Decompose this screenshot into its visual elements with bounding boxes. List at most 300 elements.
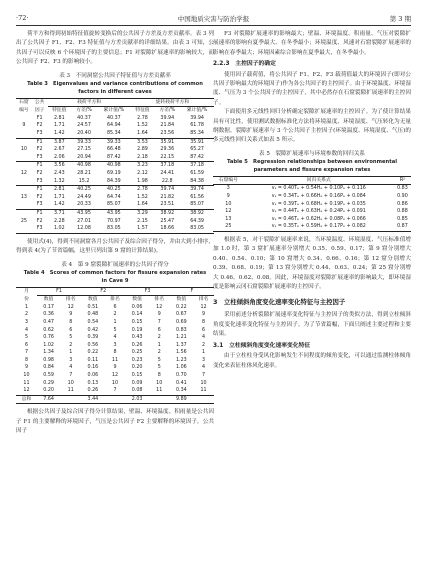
table-row bbox=[16, 334, 214, 342]
table-cell: F1 bbox=[36, 187, 43, 193]
table-row bbox=[16, 364, 214, 372]
table-cell: 85.34 bbox=[190, 131, 204, 136]
table-cell: 1 bbox=[113, 319, 117, 325]
table-cell: 9.89 bbox=[176, 396, 187, 402]
table-cell: 0.70 bbox=[176, 373, 187, 379]
table5-title-en-1: Table 5 Regression relationships between environmental bbox=[227, 158, 397, 165]
left-paragraph-3: 根据公共因子及综合因子得分计算结果，壁温、环境温度、积雨量是公共因子 F1 的主要解释的环境因子，气压是公共因子 F2 主要解释的环境因子，公共因子 bbox=[16, 409, 214, 435]
table-cell: 2.03 bbox=[131, 396, 143, 402]
table-cell: 6 bbox=[157, 327, 161, 333]
table-cell: 87.42 bbox=[106, 154, 121, 160]
table-row bbox=[16, 170, 214, 178]
table5-title-en-2: parameters and fissure expansion rates bbox=[253, 166, 371, 173]
table5 bbox=[213, 176, 411, 232]
table-cell: F2 bbox=[36, 218, 43, 224]
table-cell: 0.16 bbox=[87, 365, 99, 371]
table4-subheader: 数值 bbox=[43, 297, 54, 303]
table4-header-factor: F bbox=[190, 288, 194, 294]
table-cell: 0.83 bbox=[397, 186, 408, 192]
issue-number: 第 3 期 bbox=[389, 15, 411, 23]
table-cell: 29.36 bbox=[160, 147, 175, 153]
table-row bbox=[16, 154, 214, 162]
table-cell: 85.34 bbox=[106, 131, 121, 136]
table-cell bbox=[16, 115, 32, 123]
table-cell: 40.37 bbox=[77, 115, 91, 121]
table-cell: 69.19 bbox=[106, 170, 121, 176]
table4-header-month-2: 份 bbox=[24, 296, 29, 302]
table-cell: 1.71 bbox=[53, 123, 65, 129]
table-row bbox=[16, 194, 214, 202]
table-cell: 0.20 bbox=[43, 388, 54, 394]
table-cell: 0.39 bbox=[87, 335, 99, 341]
table-cell: 0.26 bbox=[131, 342, 143, 348]
table-cell: 38.92 bbox=[160, 210, 175, 216]
table3-subheader: 累计值/% bbox=[186, 108, 208, 114]
table-cell: 1 bbox=[69, 350, 73, 356]
table-cell: 61.78 bbox=[190, 123, 204, 129]
table-row bbox=[16, 186, 214, 194]
table-cell bbox=[16, 162, 32, 170]
table-cell: 5 bbox=[113, 327, 117, 333]
table-cell: 35.91 bbox=[160, 139, 175, 145]
table-cell: 10 bbox=[20, 147, 27, 153]
subsection-2-2-3: 2.2.3 主控因子的确定 bbox=[213, 61, 276, 68]
right-column bbox=[213, 30, 411, 371]
table-row bbox=[16, 380, 214, 388]
table-cell: 70.97 bbox=[106, 218, 121, 224]
table-cell bbox=[16, 130, 32, 138]
table-cell: 0.36 bbox=[43, 312, 54, 318]
table-cell: 0.85 bbox=[397, 216, 408, 222]
table-row bbox=[16, 146, 214, 154]
table-cell: 1.52 bbox=[137, 123, 148, 129]
table-cell: 39.33 bbox=[106, 139, 121, 145]
table-cell: 11 bbox=[111, 357, 119, 363]
table-cell: 7 bbox=[201, 373, 206, 379]
table-cell: 7 bbox=[24, 350, 28, 356]
table-cell: 61.59 bbox=[190, 170, 204, 176]
table-cell: 24.57 bbox=[77, 123, 91, 129]
table-cell: 1.57 bbox=[137, 226, 148, 232]
table-cell: F1 bbox=[36, 163, 43, 169]
table-row bbox=[213, 185, 411, 193]
table4-header-month-1: 月 bbox=[24, 289, 29, 295]
table-cell: 2.18 bbox=[137, 154, 148, 160]
table-cell: 24.49 bbox=[77, 194, 91, 200]
table-cell: 43.95 bbox=[77, 210, 91, 216]
table-cell: 3.29 bbox=[137, 210, 148, 216]
right-paragraph-2: 使用因子载荷值，将公共因子 F1、F2、F3 载荷值最大的环境因子(即对公共因子影响最大的环境因子)作为各公共因子的主控因子。由于环境温度、环境湿度、气压为 3 个公共因子的主控因子，其中必然存在石窟裂隙扩展速率的主控因子。 bbox=[213, 71, 411, 106]
table-cell: 0.11 bbox=[87, 357, 99, 363]
table4-subheader: 排名 bbox=[65, 297, 76, 303]
table-cell: 39.74 bbox=[160, 187, 175, 193]
table-cell: 0.17 bbox=[43, 304, 54, 310]
table3-header-factor: 公共 因子 bbox=[34, 100, 45, 113]
table-cell: 10 bbox=[200, 380, 207, 386]
table-cell: 0.14 bbox=[131, 312, 143, 318]
table-cell: 40.25 bbox=[77, 187, 91, 193]
table-cell: 1.64 bbox=[137, 202, 148, 208]
table-cell: 11 bbox=[200, 388, 207, 394]
table-cell: 40.25 bbox=[106, 187, 121, 193]
table4-subheader: 排名 bbox=[198, 297, 209, 303]
left-paragraph-2: 使用式(4)，得到不同洞窟各月公共因子及综合因子得分，并由大到小排序，得到表 4(为了节省篇幅，这里只列出第 9 窟的计算结果)。 bbox=[16, 238, 214, 255]
table-cell: 1.34 bbox=[43, 350, 54, 356]
table4-header-factor: F3 bbox=[144, 288, 151, 294]
table-cell: 12 bbox=[156, 304, 163, 310]
table-cell: 10 bbox=[111, 380, 119, 386]
table-row bbox=[16, 357, 214, 365]
table-cell: 6 bbox=[113, 304, 117, 310]
header-rule bbox=[16, 25, 411, 26]
table-cell: 35.91 bbox=[190, 139, 204, 145]
table-cell: 1.71 bbox=[53, 194, 65, 200]
journal-name: 中国地质灾害与防治学报 bbox=[177, 15, 250, 23]
table-row bbox=[16, 130, 214, 138]
table-cell: 3.23 bbox=[137, 163, 148, 169]
table-cell: 12 bbox=[67, 304, 74, 310]
table-cell: 2 bbox=[201, 342, 206, 348]
table-cell: 0.56 bbox=[87, 342, 99, 348]
table-cell: 39.94 bbox=[190, 115, 204, 121]
table-cell: 1.56 bbox=[176, 350, 187, 356]
table-cell: 0.15 bbox=[131, 373, 143, 379]
table3-subheader: 方差/% bbox=[76, 108, 92, 114]
table-cell: 3 bbox=[69, 357, 73, 363]
table-cell: F1 bbox=[36, 139, 43, 145]
table-cell: 2.12 bbox=[137, 170, 148, 176]
table-cell: 20.94 bbox=[77, 154, 91, 160]
table-row bbox=[16, 395, 214, 404]
table-cell: 1 bbox=[201, 350, 206, 356]
table-cell: 1.02 bbox=[43, 342, 54, 348]
table-cell: 84.39 bbox=[106, 178, 121, 184]
table-cell: 4 bbox=[113, 335, 117, 341]
table-cell: 22.15 bbox=[160, 154, 175, 160]
table-cell: 9 bbox=[226, 194, 230, 200]
table-cell: 24.41 bbox=[160, 170, 175, 176]
table-cell: 0.06 bbox=[87, 373, 99, 379]
table-cell: 0.19 bbox=[131, 327, 143, 333]
table-cell: 11 bbox=[156, 388, 163, 394]
table4-subheader: 数值 bbox=[132, 297, 142, 303]
table-cell: 23.56 bbox=[160, 131, 175, 136]
table-cell: 0.86 bbox=[397, 201, 408, 207]
table-row bbox=[16, 372, 214, 380]
table-cell: 11 bbox=[23, 380, 30, 386]
table-cell: 39.94 bbox=[160, 115, 175, 121]
page-number: ·72· bbox=[16, 14, 29, 22]
table-row bbox=[213, 201, 411, 209]
table-cell: 1.98 bbox=[137, 178, 148, 184]
table-cell: 83.05 bbox=[106, 226, 121, 232]
table-cell: 39.33 bbox=[77, 139, 91, 145]
table-cell: 23.51 bbox=[160, 202, 175, 208]
table-cell: 15.2 bbox=[78, 178, 90, 184]
table-row bbox=[16, 319, 214, 327]
table-cell: 39.74 bbox=[190, 187, 204, 193]
table-cell: F2 bbox=[36, 123, 43, 129]
table-cell: 7 bbox=[113, 388, 117, 394]
table-cell: vₛ = 0.35Tₑ + 0.59Hₑ + 0.17Pₑ + 0.082 bbox=[271, 224, 366, 230]
table-cell: 1.37 bbox=[176, 342, 187, 348]
table3-title-en-1: Table 3 Eigenvalues and variance contributions of common bbox=[27, 80, 203, 87]
table-cell: 25 bbox=[20, 218, 27, 224]
table3-header-initial: 载荷平方和 bbox=[77, 99, 102, 105]
table-row bbox=[213, 216, 411, 224]
table-cell: 总和 bbox=[21, 396, 32, 402]
table-cell: 9 bbox=[201, 312, 206, 318]
table-cell: 0.41 bbox=[176, 380, 187, 386]
table-cell bbox=[16, 186, 32, 194]
table-cell: 12 bbox=[111, 373, 119, 379]
table-cell: 25.47 bbox=[160, 218, 175, 224]
table3-title-en-2: factors in different caves bbox=[78, 88, 152, 95]
table-row bbox=[16, 327, 214, 335]
table-cell: 1.42 bbox=[53, 202, 65, 208]
table-cell: 0.09 bbox=[131, 380, 143, 386]
table-cell: 2.43 bbox=[53, 170, 65, 176]
right-paragraph-3: 下面使用多元线性回归分析确定裂隙扩展速率的主控因子。为了使计算结果具有可比性，使用测试数据标准化方法将环境温度、环境湿度、气压转化为无量纲数据。裂隙扩展速率与 3 个公共因子主控因子(环境温度、环境湿度、气压)的多元线性回归关系式如表 5 所示。 bbox=[213, 109, 411, 144]
left-paragraph-1: 荷平方和得到初始特征值旋转变换后的公共因子方差及方差贡献率。表 3 列出了公共因子 F1、F2、F3 特征值与方差贡献率的详细结果。由表 3 可知，公共因子可以反映 6 个环境因子的主要信息；F1 对裂隙扩展速率的影响较大，而公共因子 F2、F3 的影响较小。 bbox=[16, 31, 214, 66]
table-cell: 3.44 bbox=[87, 396, 99, 402]
table-cell: 7.64 bbox=[43, 396, 54, 402]
section-3-heading: 3 立柱倾斜角度变化速率变化特征与主控因子 bbox=[213, 298, 346, 307]
table-cell: 11 bbox=[67, 388, 74, 394]
table-row bbox=[16, 349, 214, 357]
table4-header-month bbox=[16, 287, 37, 304]
table-cell: 0.20 bbox=[131, 365, 143, 371]
table-cell: 13 bbox=[225, 216, 232, 222]
table4-subheader: 数值 bbox=[176, 297, 187, 303]
table-cell: 2 bbox=[157, 350, 161, 356]
table-cell: 0.69 bbox=[176, 319, 187, 325]
table-cell: 0.48 bbox=[87, 312, 99, 318]
table-cell: 64.94 bbox=[106, 123, 121, 129]
table-cell: 0.22 bbox=[87, 350, 99, 356]
table5-header-equation: 回归关系式 bbox=[306, 177, 331, 183]
table-cell: 12.08 bbox=[77, 226, 91, 232]
table-cell: F2 bbox=[36, 194, 43, 200]
table-cell: 1.32 bbox=[53, 178, 65, 184]
table-cell: 3.56 bbox=[53, 163, 65, 169]
table-cell: 8 bbox=[113, 350, 117, 356]
table3-title-cn: 表 3 不同洞窟公共因子特征值与方差贡献率 bbox=[59, 72, 171, 79]
table3-subheader: 特征值 bbox=[52, 108, 67, 114]
table-cell: 3 bbox=[113, 342, 117, 348]
table-cell: F3 bbox=[36, 178, 43, 184]
table-cell: 4 bbox=[69, 365, 73, 371]
table-cell: 2 bbox=[24, 312, 28, 318]
table-cell: 9 bbox=[69, 312, 73, 318]
table-cell: 0.76 bbox=[43, 335, 54, 341]
table-cell: 2.81 bbox=[53, 115, 65, 121]
table-row bbox=[16, 178, 214, 186]
table-cell: 1 bbox=[24, 304, 28, 310]
table-cell: F3 bbox=[36, 226, 43, 232]
table-cell: 12 bbox=[20, 170, 27, 176]
table-cell: 0.90 bbox=[397, 194, 408, 200]
subsection-3-1: 3.1 立柱倾斜角度变化速率变化特征 bbox=[213, 342, 311, 349]
table-row bbox=[16, 311, 214, 319]
table-cell: 4 bbox=[24, 327, 28, 333]
table4-subheader: 数值 bbox=[88, 297, 98, 303]
table-cell: 64.74 bbox=[106, 194, 121, 200]
table5-header-r2: R² bbox=[399, 177, 406, 183]
table-cell: 0.08 bbox=[131, 388, 143, 394]
table3 bbox=[16, 98, 214, 234]
table4-title-en-1: Table 4 Scores of common factors for fissure expansion rates bbox=[23, 269, 207, 276]
table-cell: 2.06 bbox=[53, 154, 65, 160]
table-cell: 9 bbox=[113, 365, 117, 371]
table-cell: 66.48 bbox=[106, 147, 121, 153]
table-cell: 1.52 bbox=[137, 194, 148, 200]
table-cell: 28.21 bbox=[77, 170, 91, 176]
table-cell: 1 bbox=[157, 342, 161, 348]
table-cell: 5 bbox=[69, 335, 73, 341]
table-cell: 0.47 bbox=[43, 319, 54, 325]
table-cell: 0.23 bbox=[131, 357, 143, 363]
table-cell: 9 bbox=[24, 365, 28, 371]
left-column bbox=[16, 30, 214, 437]
table-cell: 6 bbox=[24, 342, 28, 348]
table-cell bbox=[16, 225, 32, 233]
table-row bbox=[16, 201, 214, 209]
table-cell bbox=[16, 201, 32, 209]
table-cell: 0.54 bbox=[87, 319, 99, 325]
table-cell: 0.67 bbox=[176, 312, 187, 318]
table-cell: 0.88 bbox=[397, 209, 408, 215]
table-cell: 8 bbox=[157, 373, 161, 379]
table4-subheader: 排名 bbox=[154, 297, 165, 303]
table-cell: 40.98 bbox=[77, 163, 91, 169]
table-cell: 8 bbox=[69, 319, 73, 325]
table-cell: 2 bbox=[69, 342, 73, 348]
table-cell: 5 bbox=[157, 357, 161, 363]
table-cell: F2 bbox=[36, 147, 43, 153]
table-cell: 5 bbox=[24, 335, 28, 341]
table-cell: 25 bbox=[225, 224, 232, 230]
table5-title-cn: 表 5 裂隙扩展速率与环境参数的回归关系 bbox=[258, 150, 366, 157]
table-cell: 3 bbox=[226, 186, 230, 192]
table-row bbox=[213, 193, 411, 201]
table-cell: 3.71 bbox=[53, 210, 65, 216]
table-cell: 4 bbox=[201, 365, 206, 371]
table-row bbox=[16, 122, 214, 130]
table-row bbox=[213, 208, 411, 216]
table-cell: 10 bbox=[23, 373, 30, 379]
table-cell: vₛ = 0.40Tₑ + 0.54Hₑ + 0.10Pₑ + 0.116 bbox=[271, 186, 366, 192]
table-cell: 65.27 bbox=[190, 147, 204, 153]
table-cell bbox=[16, 138, 32, 146]
table-cell: 4 bbox=[201, 335, 206, 341]
table-cell: 3 bbox=[24, 319, 28, 325]
table-cell: vₛ = 0.46Tₑ + 0.62Hₑ + 0.08Pₑ + 0.066 bbox=[271, 216, 366, 222]
table-cell bbox=[60, 395, 81, 404]
table-cell: 5 bbox=[157, 365, 161, 371]
table-cell: 3.53 bbox=[137, 139, 148, 145]
table-cell: F1 bbox=[36, 210, 43, 216]
right-paragraph-1: F3 对裂隙扩展速率的影响最大；壁温、环境温度、积雨量、气压对裂隙扩展速率的影响有夏季最大、在冬季最小；环境温度、风速对石窟裂隙扩展速率的影响在春季最大；环境因素综合影响在夏季最大，在冬季最小。 bbox=[213, 31, 411, 56]
table-cell: 18.66 bbox=[160, 226, 175, 232]
table-cell: 2.89 bbox=[137, 147, 148, 153]
table-cell: 0.84 bbox=[43, 365, 54, 371]
table-cell: 0.59 bbox=[43, 373, 54, 379]
table-cell: 2.67 bbox=[53, 147, 65, 153]
table-cell: vₛ = 0.39Tₑ + 0.68Hₑ + 0.19Pₑ + 0.035 bbox=[271, 201, 366, 207]
table3-header-rotated: 旋转载荷平方和 bbox=[155, 99, 190, 105]
table-cell: 10 bbox=[156, 380, 163, 386]
table-cell: 1.21 bbox=[176, 335, 187, 341]
table-row bbox=[16, 225, 214, 233]
table-cell: 8 bbox=[201, 319, 206, 325]
table-cell: 3.87 bbox=[53, 139, 65, 145]
table-cell bbox=[105, 395, 126, 404]
table5-header-cave: 石窟编号 bbox=[218, 177, 238, 183]
table4-subheader: 排名 bbox=[110, 297, 120, 303]
table-cell bbox=[16, 154, 32, 162]
table-cell: 1.06 bbox=[176, 365, 187, 371]
table3-subheader: 累计值/% bbox=[103, 108, 125, 114]
table-cell: 87.42 bbox=[190, 154, 204, 160]
table-cell bbox=[193, 395, 214, 404]
table-cell: 20.40 bbox=[77, 131, 91, 136]
table-cell: 1.23 bbox=[176, 357, 187, 363]
table-cell: 1.64 bbox=[137, 131, 148, 136]
table-cell: 0.43 bbox=[131, 335, 143, 341]
table-row bbox=[16, 138, 214, 146]
table-row bbox=[16, 115, 214, 123]
table-cell: 0.42 bbox=[87, 327, 99, 333]
table-cell: F3 bbox=[36, 154, 43, 160]
table-cell: 2 bbox=[113, 312, 117, 318]
table-cell: 0.62 bbox=[43, 327, 54, 333]
table-cell: F2 bbox=[36, 170, 43, 176]
table-cell: F1 bbox=[36, 115, 43, 121]
table-cell: 21.82 bbox=[160, 194, 175, 200]
table-cell: 2.78 bbox=[137, 187, 148, 193]
table-cell: 9 bbox=[157, 312, 161, 318]
table-cell: 64.39 bbox=[190, 218, 204, 224]
table-cell: 12 bbox=[225, 209, 232, 215]
table-cell: 0.26 bbox=[87, 388, 99, 394]
table4 bbox=[16, 287, 214, 405]
table3-header-cave: 石窟 编号 bbox=[19, 100, 29, 113]
right-paragraph-6: 由于立柱柱身受风化影响发生不同程度的倾角变化，可以通过监测柱体倾角变化来表征柱体风化速率。 bbox=[213, 353, 411, 369]
table-cell: 2.15 bbox=[137, 218, 148, 224]
table4-title-en-2: in Cave 9 bbox=[101, 277, 129, 284]
table-cell: 13 bbox=[20, 194, 27, 200]
table-cell: 38.92 bbox=[190, 210, 204, 216]
table-cell: 0.51 bbox=[87, 304, 99, 310]
table-cell: 0.34 bbox=[176, 388, 187, 394]
table-row bbox=[16, 162, 214, 170]
table-cell: 20.33 bbox=[77, 202, 91, 208]
table-cell: 85.07 bbox=[190, 202, 204, 208]
table-row bbox=[16, 209, 214, 217]
table-cell: 2.28 bbox=[53, 218, 65, 224]
table3-subheader: 方差/% bbox=[159, 108, 176, 114]
table-row bbox=[213, 223, 411, 231]
table-cell bbox=[16, 178, 32, 186]
table-cell: 0.83 bbox=[176, 327, 187, 333]
table-cell: 7 bbox=[69, 373, 73, 379]
table-cell: 37.18 bbox=[160, 163, 175, 169]
table-cell: 1.42 bbox=[53, 131, 65, 136]
table-cell: 12 bbox=[23, 388, 30, 394]
table-cell: 6 bbox=[69, 327, 73, 333]
table-cell: vₛ = 0.34Tₑ + 0.66Hₑ + 0.16Pₑ + 0.084 bbox=[271, 194, 366, 200]
